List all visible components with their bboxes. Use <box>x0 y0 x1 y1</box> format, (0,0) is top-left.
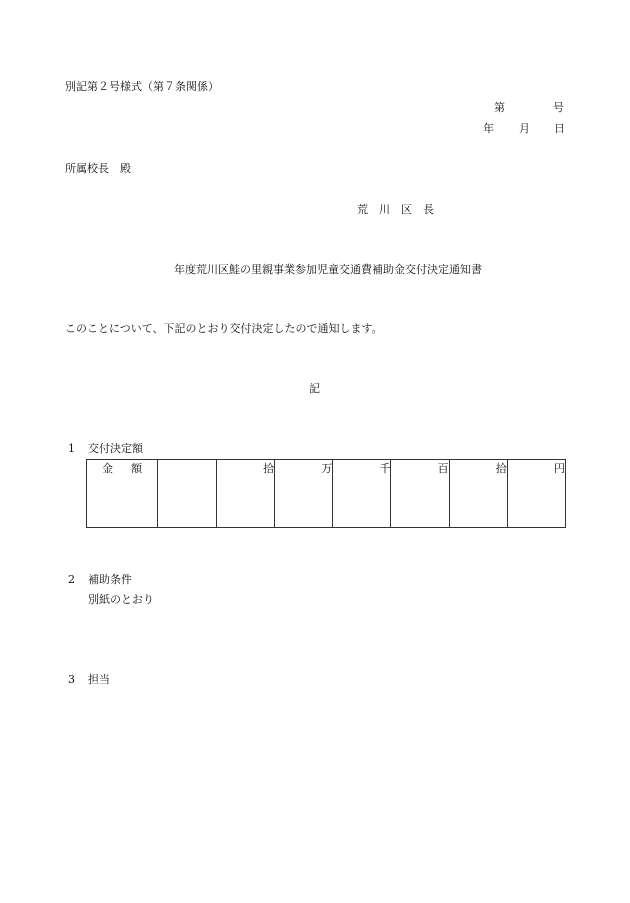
number-prefix: 第 <box>494 101 505 114</box>
date-day: 日 <box>554 122 565 135</box>
section2-number: 2 <box>68 573 75 586</box>
amount-unit-jyu: 拾 <box>449 460 507 528</box>
amount-label-cell <box>87 460 158 528</box>
amount-blank-cell <box>158 460 217 528</box>
section1-number: 1 <box>68 442 75 455</box>
document-title: 年度荒川区鮭の里親事業参加児童交通費補助金交付決定通知書 <box>174 263 482 276</box>
section2-heading: 補助条件 <box>88 573 132 586</box>
form-style-number: 別記第２号様式（第７条関係） <box>65 80 219 93</box>
number-suffix: 号 <box>553 101 564 114</box>
amount-unit-jyu-man: 拾 <box>217 460 275 528</box>
date-month: 月 <box>519 122 530 135</box>
amount-unit-man: 万 <box>275 460 333 528</box>
section3-heading: 担当 <box>88 673 110 686</box>
issuer: 荒 川 区 長 <box>357 203 434 216</box>
section3-number: 3 <box>68 673 75 686</box>
addressee: 所属校長 殿 <box>65 162 131 175</box>
ki-heading: 記 <box>309 382 320 395</box>
amount-unit-hyaku: 百 <box>391 460 449 528</box>
section1-heading: 交付決定額 <box>88 442 143 455</box>
amount-unit-yen: 円 <box>507 460 565 528</box>
body-text: このことについて、下記のとおり交付決定したので通知します。 <box>65 322 383 335</box>
amount-table <box>86 459 566 528</box>
amount-unit-sen: 千 <box>333 460 391 528</box>
section2-body: 別紙のとおり <box>88 593 154 606</box>
date-year: 年 <box>483 122 494 135</box>
amount-label-gaku: 額 <box>131 462 142 475</box>
amount-label-kin: 金 <box>102 462 113 475</box>
